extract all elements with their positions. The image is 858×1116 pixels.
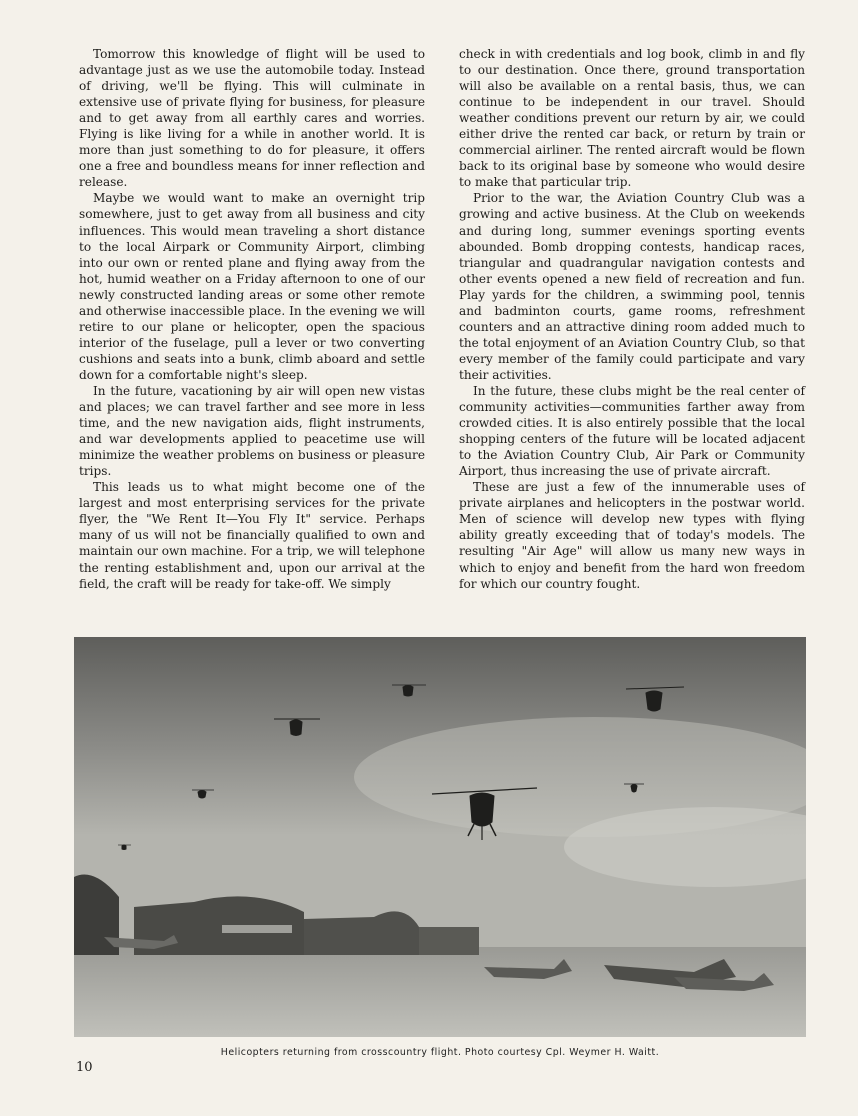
- text-column-right: [459, 46, 805, 592]
- paragraph: This leads us to what might become one of the largest and most enterprising services for the private flyer, the "We Rent It—You Fly It" service. Perhaps many of us will not be financially qualified to own and maintain our own machine. For a trip, we will telephone the renting establishment and, upon our arrival at the field, the craft will be ready for take-off. We simply: [79, 480, 425, 591]
- paragraph: In the future, these clubs might be the real center of community activities—communities farther away from crowded cities. It is also entirely possible that the local shopping centers of the future will be located adjacent to the Aviation Country Club, Air Park or Community Airport, thus increasing the use of private aircraft.: [459, 383, 805, 479]
- paragraph: Prior to the war, the Aviation Country Club was a growing and active business. At the Club on weekends and during long, summer evenings sporting events abounded. Bomb dropping contests, handicap races, triangular and quadrangular navigation contests and other events opened a new field of recreation and fun. Play yards for the children, a swimming pool, tennis and badminton courts, game rooms, refreshment counters and an attractive dining room added much to the total enjoyment of an Aviation Country Club, so that every member of the family could participate and vary their activities.: [459, 191, 805, 382]
- page-number: 10: [76, 1060, 93, 1075]
- photo-illustration: [74, 637, 806, 1037]
- paragraph: Tomorrow this knowledge of flight will be used to advantage just as we use the automobile today. Instead of driving, we'll be flying. This will culminate in extensive use of private flying for business, for pleasure and to get away from all earthly cares and worries. Flying is like living for a while in another world. It is more than just something to do for pleasure, it offers one a free and boundless means for inner reflection and release.: [79, 47, 425, 190]
- text-column-left: [79, 46, 425, 592]
- photo-caption: Helicopters returning from crosscountry flight. Photo courtesy Cpl. Weymer H. Waitt.: [220, 1047, 660, 1058]
- paragraph: These are just a few of the innumerable uses of private airplanes and helicopters in the postwar world. Men of science will develop new types with flying ability greatly exceeding that of today's models. The resulting "Air Age" will allow us many new ways in which to enjoy and benefit from the hard won freedom for which our country fought.: [459, 480, 805, 591]
- helicopters-photo: [74, 637, 806, 1037]
- paragraph: check in with credentials and log book, climb in and fly to our destination. Once there, ground transportation will also be available on a rental basis, thus, we can continue to be independent in our travel. Should weather conditions prevent our return by air, we could either drive the rented car back, or return by train or commercial airliner. The rented aircraft would be flown back to its original base by someone who would desire to make that particular trip.: [459, 47, 805, 190]
- paragraph: Maybe we would want to make an overnight trip somewhere, just to get away from all business and city influences. This would mean traveling a short distance to the local Airpark or Community Airport, climbing into our own or rented plane and flying away from the hot, humid weather on a Friday afternoon to one of our newly constructed landing areas or some other remote and otherwise inaccessible place. In the evening we will retire to our plane or helicopter, open the spacious interior of the fuselage, pull a lever or two converting cushions and seats into a bunk, climb aboard and settle down for a comfortable night's sleep.: [79, 191, 425, 382]
- paragraph: In the future, vacationing by air will open new vistas and places; we can travel farther and see more in less time, and the new navigation aids, flight instruments, and war developments applied to peacetime use will minimize the weather problems on business or pleasure trips.: [79, 383, 425, 479]
